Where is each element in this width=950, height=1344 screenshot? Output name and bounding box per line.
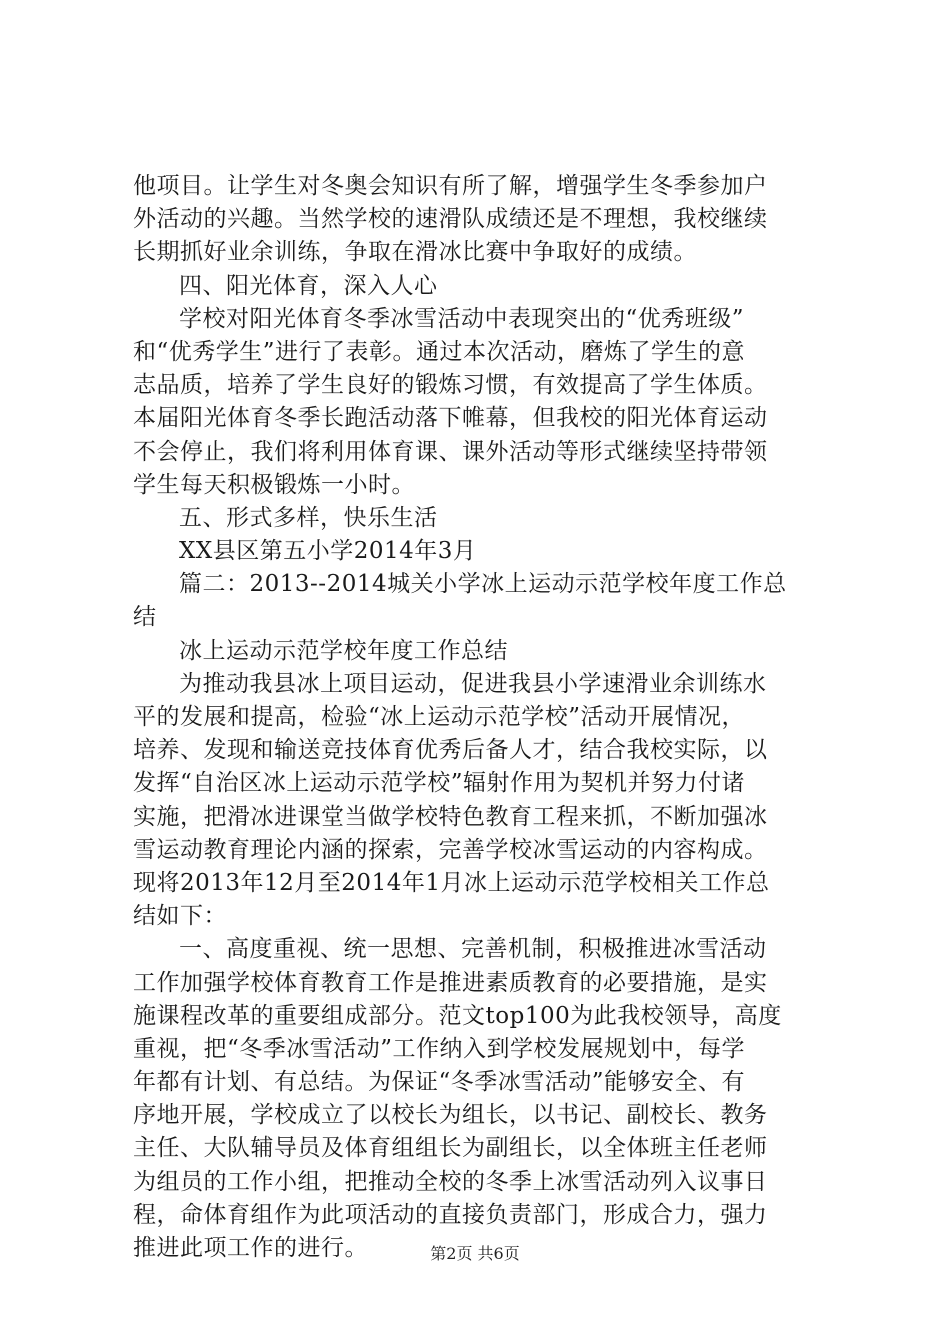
text-line: XX县区第五小学2014年3月 (179, 538, 477, 565)
text-line: 平的发展和提高，检验“冰上运动示范学校”活动开展情况， (133, 704, 746, 730)
text-line: 学校对阳光体育冬季冰雪活动中表现突出的“优秀班级” (179, 305, 745, 332)
text-line: 他项目。让学生对冬奥会知识有所了解，增强学生冬季参加户 (133, 173, 768, 199)
text-line: 冰上运动示范学校年度工作总结 (179, 637, 508, 664)
text-line: 实施，把滑冰进课堂当做学校特色教育工程来抓，不断加强冰 (133, 803, 768, 830)
text-line: 志品质，培养了学生良好的锻炼习惯，有效提高了学生体质。 (133, 372, 768, 399)
text-line: 外活动的兴趣。当然学校的速滑队成绩还是不理想，我校继续 (133, 206, 768, 233)
text-line: 学生每天积极锻炼一小时。 (133, 471, 415, 498)
text-line: 施课程改革的重要组成部分。范文top100为此我校领导，高度 (133, 1002, 782, 1029)
text-line: 发挥“自治区冰上运动示范学校”辐射作用为契机并努力付诸 (133, 770, 746, 797)
text-line: 雪运动教育理论内涵的探索，完善学校冰雪运动的内容构成。 (133, 836, 768, 863)
document-body (133, 170, 828, 1265)
text-line: 和“优秀学生”进行了表彰。通过本次活动，磨炼了学生的意 (133, 338, 746, 365)
text-line: 工作加强学校体育教育工作是推进素质教育的必要措施，是实 (133, 969, 768, 996)
text-line: 结 (133, 604, 157, 631)
text-line: 重视，把“冬季冰雪活动”工作纳入到学校发展规划中，每学 (133, 1035, 746, 1062)
text-line: 结如下： (133, 903, 227, 930)
text-line: 推进此项工作的进行。 (133, 1235, 368, 1261)
text-line: 为推动我县冰上项目运动，促进我县小学速滑业余训练水 (179, 670, 767, 697)
text-line: 年都有计划、有总结。为保证“冬季冰雪活动”能够安全、有 (133, 1069, 746, 1096)
text-line: 长期抓好业余训练，争取在滑冰比赛中争取好的成绩。 (133, 239, 697, 266)
text-line: 主任、大队辅导员及体育组组长为副组长，以全体班主任老师 (133, 1135, 768, 1162)
text-line: 培养、发现和输送竞技体育优秀后备人才，结合我校实际，以 (133, 737, 768, 764)
text-line: 现将2013年12月至2014年1月冰上运动示范学校相关工作总 (133, 869, 770, 896)
text-line: 为组员的工作小组，把推动全校的冬季上冰雪活动列入议事日 (133, 1168, 768, 1195)
text-line: 五、形式多样，快乐生活 (179, 504, 438, 531)
text-line: 篇二：2013--2014城关小学冰上运动示范学校年度工作总 (179, 571, 787, 598)
text-line: 四、阳光体育，深入人心 (179, 272, 438, 299)
text-line: 序地开展，学校成立了以校长为组长，以书记、副校长、教务 (133, 1102, 768, 1129)
text-line: 不会停止，我们将利用体育课、课外活动等形式继续坚持带领 (133, 438, 768, 465)
text-line: 本届阳光体育冬季长跑活动落下帷幕，但我校的阳光体育运动 (133, 405, 768, 432)
page-footer: 第2页 共6页 (430, 1244, 520, 1263)
text-line: 程，命体育组作为此项活动的直接负责部门，形成合力，强力 (133, 1201, 768, 1228)
text-line: 一、高度重视、统一思想、完善机制，积极推进冰雪活动 (179, 936, 767, 963)
